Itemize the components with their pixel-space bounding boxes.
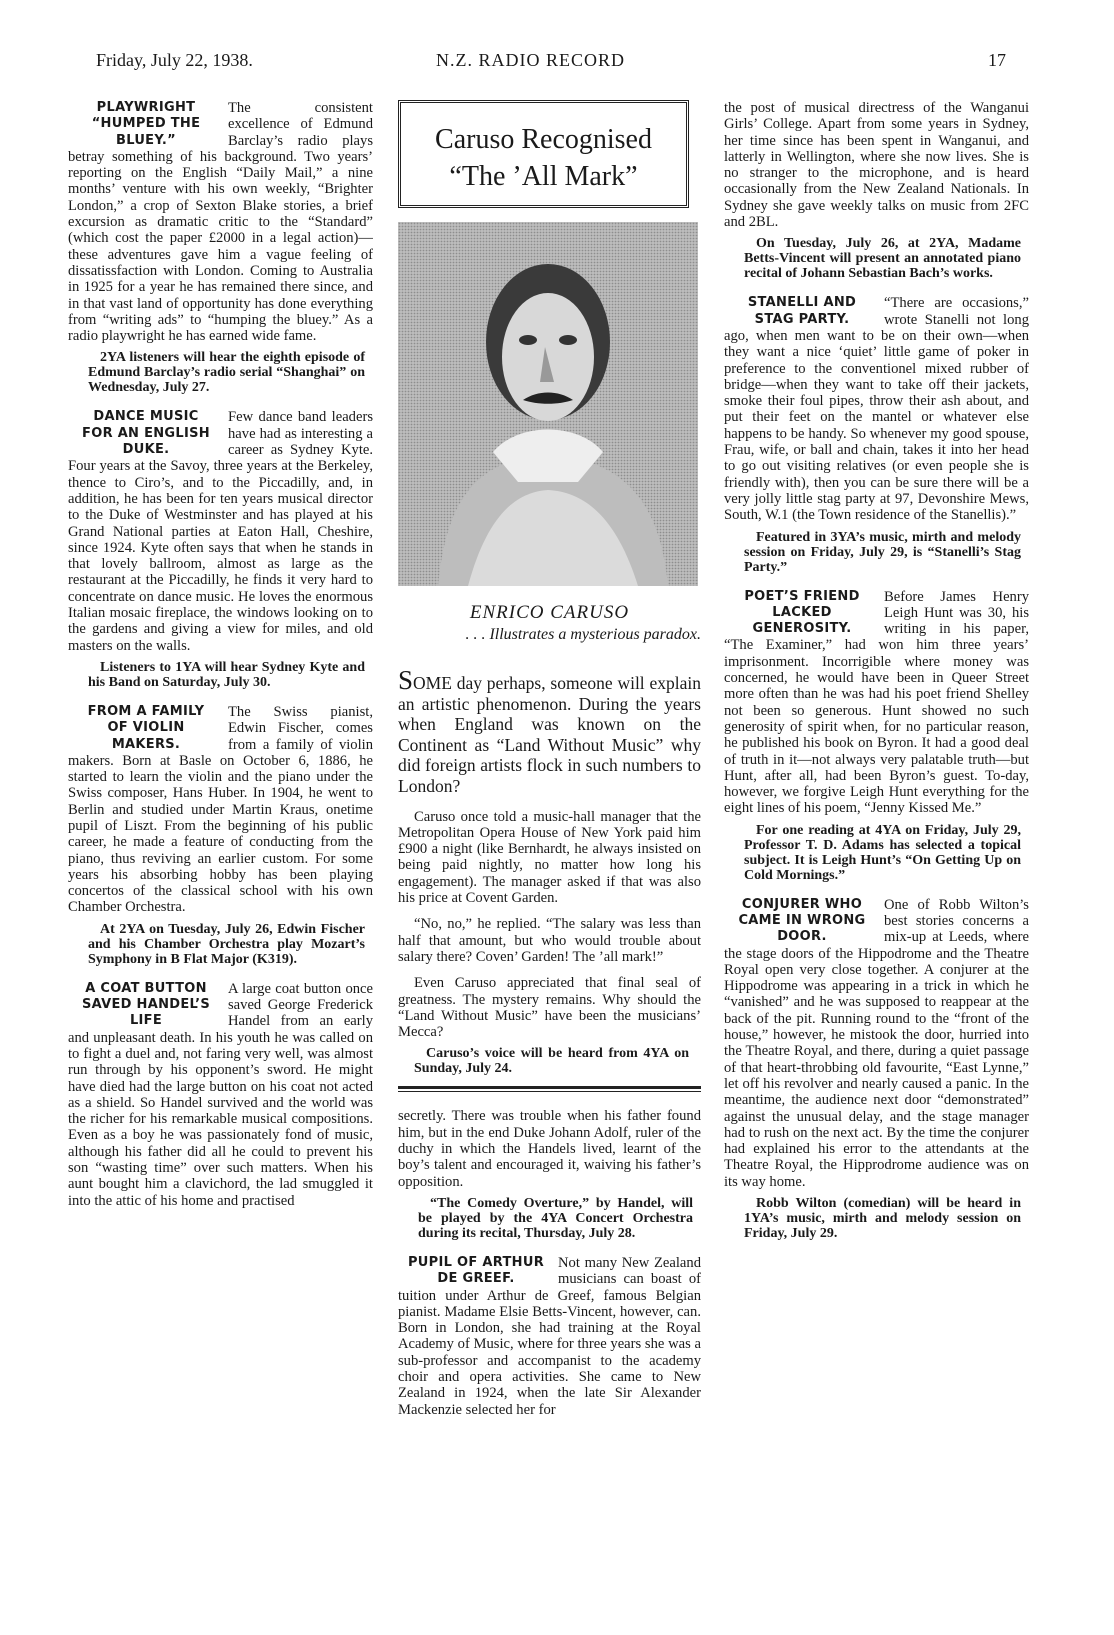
broadcast-note: Robb Wilton (comedian) will be heard in 1YA’s music, mirth and melody session on Friday, July 29. — [744, 1196, 1021, 1242]
page-header — [96, 50, 1006, 76]
article-conjurer — [724, 897, 1029, 1255]
publication-title: N.Z. RADIO RECORD — [436, 50, 626, 70]
photo-caption-sub: . . . Illustrates a mysterious paradox. — [465, 626, 701, 643]
article-body: Before James Henry Leigh Hunt was 30, his writing in his paper, “The Examiner,” had won him three years’ imprisonment. Incorrigible where money was concerned, he would have been in Queer Street more often than he was had his poet friend Shelley not been so generous. Hunt showed no such generosity of spirit when, for no particular reason, he published his book on Byron. It had a good deal of truth in it—not always very palatable truth—but Hunt, after all, had been Byron’s guest. To-day, however, we forgive Leigh Hunt everything for the eight lines of his poem, “Jenny Kissed Me.” — [724, 588, 1029, 817]
article-pupil-de-greef — [398, 1255, 701, 1418]
article-handel — [68, 981, 373, 1209]
photo-caption-name: ENRICO CARUSO — [469, 602, 630, 623]
feature-paragraph: Even Caruso appreciated that final seal of greatness. The mystery remains. Why should the “Land Without Music” have been the musicians’ Mecca? — [398, 975, 701, 1041]
article-heading: STANELLI AND STAG PARTY. — [747, 295, 857, 327]
article-body: A large coat button once saved George Frederick Handel from an early and unpleasant death. In his youth he was called on to fight a duel and, not faring very well, was almost run through by his opponent’s sword. He might have died had the large button on his coat not acted as a shield. So Handel survived and the world was the richer for his remarkable musical compositions. Even as a boy he was passionately fond of music, although his father did all he could to prevent his son “wasting time” over such matters. When his aunt bought him a clavichord, the lad smuggled it into the attic of his home and practised — [68, 980, 373, 1209]
article-body: Not many New Zealand musicians can boast of tuition under Arthur de Greef, famous Belgian pianist. Madame Elsie Betts-Vincent, however, can. Born in London, she had training at the Royal Academy of Music, where for three years she was a sub-professor and accompanist to the academy choir and opera activities. She came to New Zealand in 1924, when the late Sir Alexander Mackenzie selected her for — [398, 1254, 701, 1418]
article-body: The Swiss pianist, Edwin Fischer, comes from a family of violin makers. Born at Basle on October 6, 1886, he started to learn the violin and the piano under the Swiss composer, Hans Huber. In 1904, he went to Berlin and studied under Martin Kraus, onetime pupil of Liszt. From the beginning of his public career, he made a feature of conducting from the piano, thus reviving an earlier custom. For some years his absorbing hobby has been playing concertos of the classical school with his own Chamber Orchestra. — [68, 703, 373, 916]
lead-text: OME day perhaps, someone will explain an artistic phenomenon. During the years when England was known on the Continent as “Land Without Music” why did foreign artists flock in such numbers to London? — [398, 673, 701, 796]
page-number: 17 — [988, 50, 1006, 70]
article-heading: FROM A FAMILY OF VIOLIN MAKERS. — [87, 703, 205, 752]
article-body: The consistent excellence of Edmund Barclay’s radio plays betray something of his background. Two years’ reporting on the English “Daily Mail,” a nine months’ venture with his own weekly, “Brighter London,” a crop of Sexton Blake stories, a brief excursion as dramatic critic to the “Standard” (which cost the paper £2000 in a legal action)—these adventures gave him a vague feeling of dissatissfaction with London. Coming to Australia in 1925 for a year he has remained there since, and in that vast land of opportunity has done everything from “writing ads” to “humping the bluey.” As a radio playwright he has earned wide fame. — [68, 100, 373, 345]
column-middle — [398, 100, 701, 1418]
broadcast-note: On Tuesday, July 26, at 2YA, Madame Betts-Vincent will present an annotated piano recital of Johann Sebastian Bach’s works. — [744, 236, 1021, 282]
feature-paragraph: “No, no,” he replied. “The salary was less than half that amount, but who would trouble about salary there? Coven’ Garden! The ’all mark!” — [398, 916, 701, 965]
pupil-continuation: the post of musical directress of the Wanganui Girls’ College. Apart from some years in Sydney, her time since has been spent in Wanganui, and latterly in Wellington, where she now lives. She is no stranger to the microphone, and is heard occasionally from the New Zealand Nationals. In Sydney she gave weekly talks on music from 2FC and 2BL. — [724, 100, 1029, 231]
broadcast-note: “The Comedy Overture,” by Handel, will be played by the 4YA Concert Orchestra during its recital, Thursday, July 28. — [418, 1195, 693, 1241]
feature-title-line2: “The ’All Mark” — [449, 161, 638, 192]
caruso-photo — [398, 222, 698, 586]
feature-paragraph: Caruso once told a music-hall manager that the Metropolitan Opera House of New York paid him £900 a night (like Bernhardt, he always insisted on being paid nightly, no matter how long his engagement). The manager asked if that was also his price at Covent Garden. — [398, 808, 701, 907]
broadcast-note: At 2YA on Tuesday, July 26, Edwin Fischer and his Chamber Orchestra play Mozart’s Symphony in B Flat Major (K319). — [88, 921, 365, 967]
article-body: Few dance band leaders have had as interesting a career as Sydney Kyte. Four years at the Savoy, three years at the Berkeley, thence to Ciro’s, and to the Piccadilly, and, in addition, he has been for ten years musical director to the Duke of Westminster and has played at his Grand National parties at Eaton Hall, Cheshire, since 1924. Kyte often says that when he stands in that lovely ballroom, almost as large as the restaurant at the Piccadilly, he finds it very hard to concentrate on dance music. He loves the enormous Italian mosaic fireplace, the windows looking on to the gardens and giving a view for miles, and old masters on the walls. — [68, 409, 373, 654]
article-stanelli — [724, 295, 1029, 588]
broadcast-note: Listeners to 1YA will hear Sydney Kyte and his Band on Saturday, July 30. — [88, 659, 365, 690]
broadcast-note: For one reading at 4YA on Friday, July 29, Professor T. D. Adams has selected a topical subject. It is Leigh Hunt’s “On Getting Up on Cold Mornings.” — [744, 822, 1021, 883]
article-violin-makers — [68, 704, 373, 981]
broadcast-note: Featured in 3YA’s music, mirth and melody session on Friday, July 29, is “Stanelli’s Stag Party.” — [744, 529, 1021, 575]
broadcast-note: Caruso’s voice will be heard from 4YA on Sunday, July 24. — [414, 1046, 689, 1077]
broadcast-note: 2YA listeners will hear the eighth episode of Edmund Barclay’s radio serial “Shanghai” on Wednesday, July 27. — [88, 350, 365, 396]
feature-title-line1: Caruso Recognised — [435, 124, 652, 155]
article-heading: DANCE MUSIC FOR AN ENGLISH DUKE. — [82, 409, 210, 458]
article-heading: PUPIL OF ARTHUR DE GREEF. — [407, 1254, 545, 1287]
article-leigh-hunt — [724, 589, 1029, 897]
article-heading: POET’S FRIEND LACKED GENEROSITY. — [744, 588, 860, 637]
section-divider — [398, 1086, 701, 1092]
drop-cap: S — [398, 665, 414, 695]
portrait-image — [398, 222, 698, 586]
article-body: One of Robb Wilton’s best stories concerns a mix-up at Leeds, where the stage doors of the Hippodrome and the Theatre Royal open very close together. A conjurer at the Hippodrome was appearing in a trick in which he “vanished” and he was supposed to reappear at the back of the pit. Running round to the “front of the house,” however, he mistook the door, hurried into the Theatre Royal, and there, during a quiet passage of that heart-throbbing old favourite, “East Lynne,” let off his revolver and nearly caused a panic. In the meantime, the audience next door “demonstrated” against the unusual delay, and the stage manager had to rush on the next act. By the time the conjurer had explained his error to the attendants at the Theatre Royal, the Hipprodrome audience was on its way home. — [724, 896, 1029, 1190]
article-heading: CONJURER WHO CAME IN WRONG DOOR. — [738, 896, 866, 945]
article-heading: PLAYWRIGHT “HUMPED THE BLUEY.” — [91, 100, 201, 148]
article-body: “There are occasions,” wrote Stanelli not long ago, when men want to be on their own—when they want a nice ‘quiet’ little game of poker in preference to the conventionel mixed rubber of bridge—when they want to take off their jackets, smoke their foul pipes, throw their ash about, and put their feet on the mantel or whatever else happens to be handy. So whenever my good spouse, Frau, wife, or ball and chain, takes it into her head to go out visiting relatives (or even people she is friendly with), then you can be sure there will be a very jolly little stag party at 97, Devonshire Mews, South, W.1 (the Town residence of the Stanellis).” — [724, 295, 1029, 524]
column-left — [68, 100, 373, 1209]
feature-lead — [398, 665, 701, 797]
article-dance-music — [68, 409, 373, 703]
issue-date: Friday, July 22, 1938. — [96, 50, 253, 70]
article-heading: A COAT BUTTON SAVED HANDEL’S LIFE — [81, 980, 211, 1029]
handel-continuation: secretly. There was trouble when his father found him, but in the end Duke Johann Adolf, ruler of the duchy in which the Handels lived, learnt of the boy’s talent and encouraged it, waiving his father’s opposition. — [398, 1108, 701, 1190]
column-right — [724, 100, 1029, 1255]
feature-title-box — [398, 100, 689, 208]
article-playwright — [68, 100, 373, 409]
